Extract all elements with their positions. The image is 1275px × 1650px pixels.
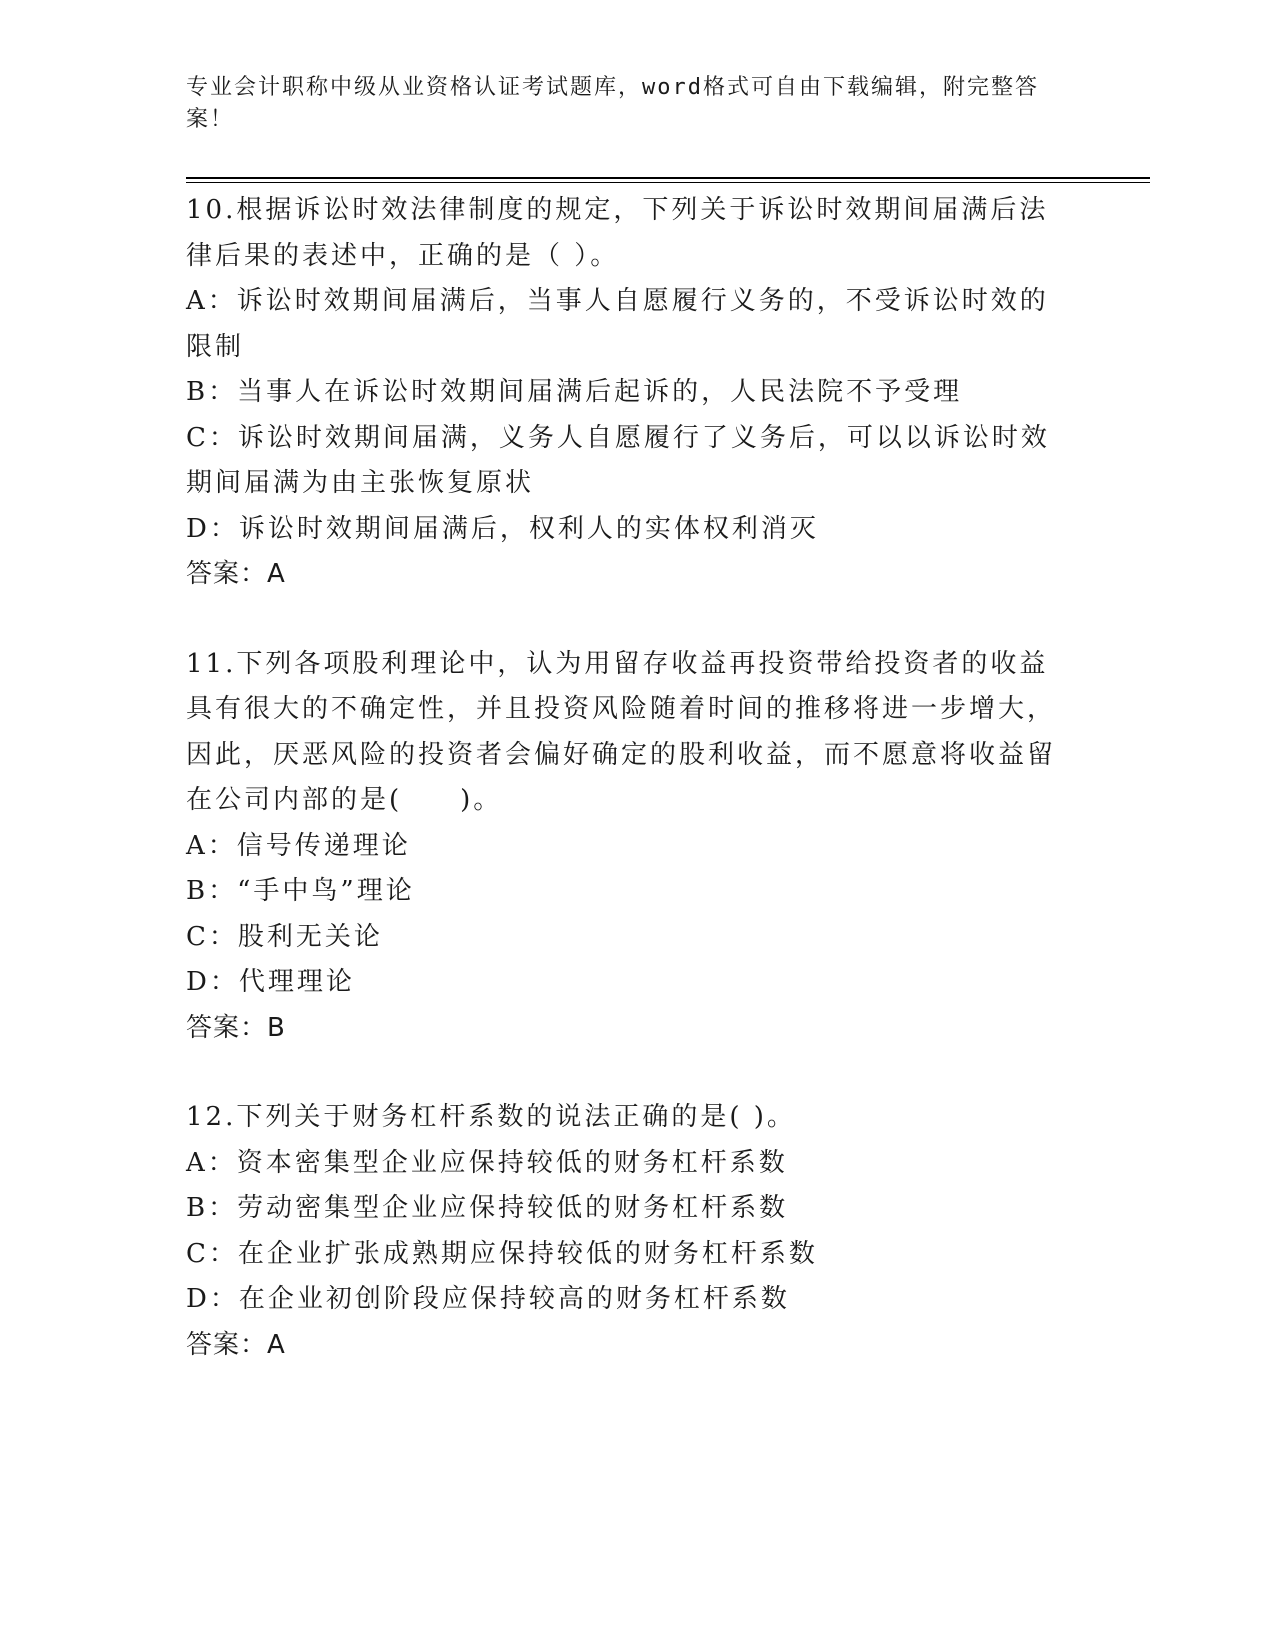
question-text: 10.根据诉讼时效法律制度的规定，下列关于诉讼时效期间届满后法律后果的表述中，正确的是（ ）。: [186, 195, 1049, 271]
answer: 答案：B: [186, 1012, 286, 1043]
option-c: C：股利无关论: [186, 921, 383, 952]
option-d: D：代理理论: [186, 967, 355, 997]
question-text: 12.下列关于财务杠杆系数的说法正确的是( )。: [186, 1102, 796, 1132]
option-a: A：资本密集型企业应保持较低的财务杠杆系数: [186, 1147, 788, 1178]
question-10: [186, 188, 1086, 598]
header-divider-thin: [186, 182, 1150, 183]
option-a: A：诉讼时效期间届满后，当事人自愿履行义务的，不受诉讼时效的限制: [186, 286, 1049, 362]
question-11: [186, 642, 1086, 1052]
option-b: B：当事人在诉讼时效期间届满后起诉的，人民法院不予受理: [186, 377, 963, 407]
option-b: B：劳动密集型企业应保持较低的财务杠杆系数: [186, 1193, 789, 1223]
option-a: A：信号传递理论: [186, 830, 411, 861]
answer: 答案：A: [186, 559, 286, 589]
option-c: C：在企业扩张成熟期应保持较低的财务杠杆系数: [186, 1238, 818, 1269]
option-c: C：诉讼时效期间届满，义务人自愿履行了义务后，可以以诉讼时效期间届满为由主张恢复原状: [186, 422, 1050, 498]
option-b: B：“手中鸟”理论: [186, 876, 415, 906]
question-text: 11.下列各项股利理论中，认为用留存收益再投资带给投资者的收益具有很大的不确定性，并且投资风险随着时间的推移将进一步增大，因此，厌恶风险的投资者会偏好确定的股利收益，而不愿意将收益留在公司内部的是( )。: [186, 648, 1057, 815]
header-divider-thick: [186, 177, 1150, 179]
question-list: [186, 188, 1086, 1412]
answer: 答案：A: [186, 1329, 286, 1360]
option-d: D：在企业初创阶段应保持较高的财务杠杆系数: [186, 1284, 790, 1314]
question-12: [186, 1095, 1086, 1368]
option-d: D：诉讼时效期间届满后，权利人的实体权利消灭: [186, 513, 819, 544]
document-header: 专业会计职称中级从业资格认证考试题库，word格式可自由下载编辑，附完整答案！: [186, 75, 1039, 132]
